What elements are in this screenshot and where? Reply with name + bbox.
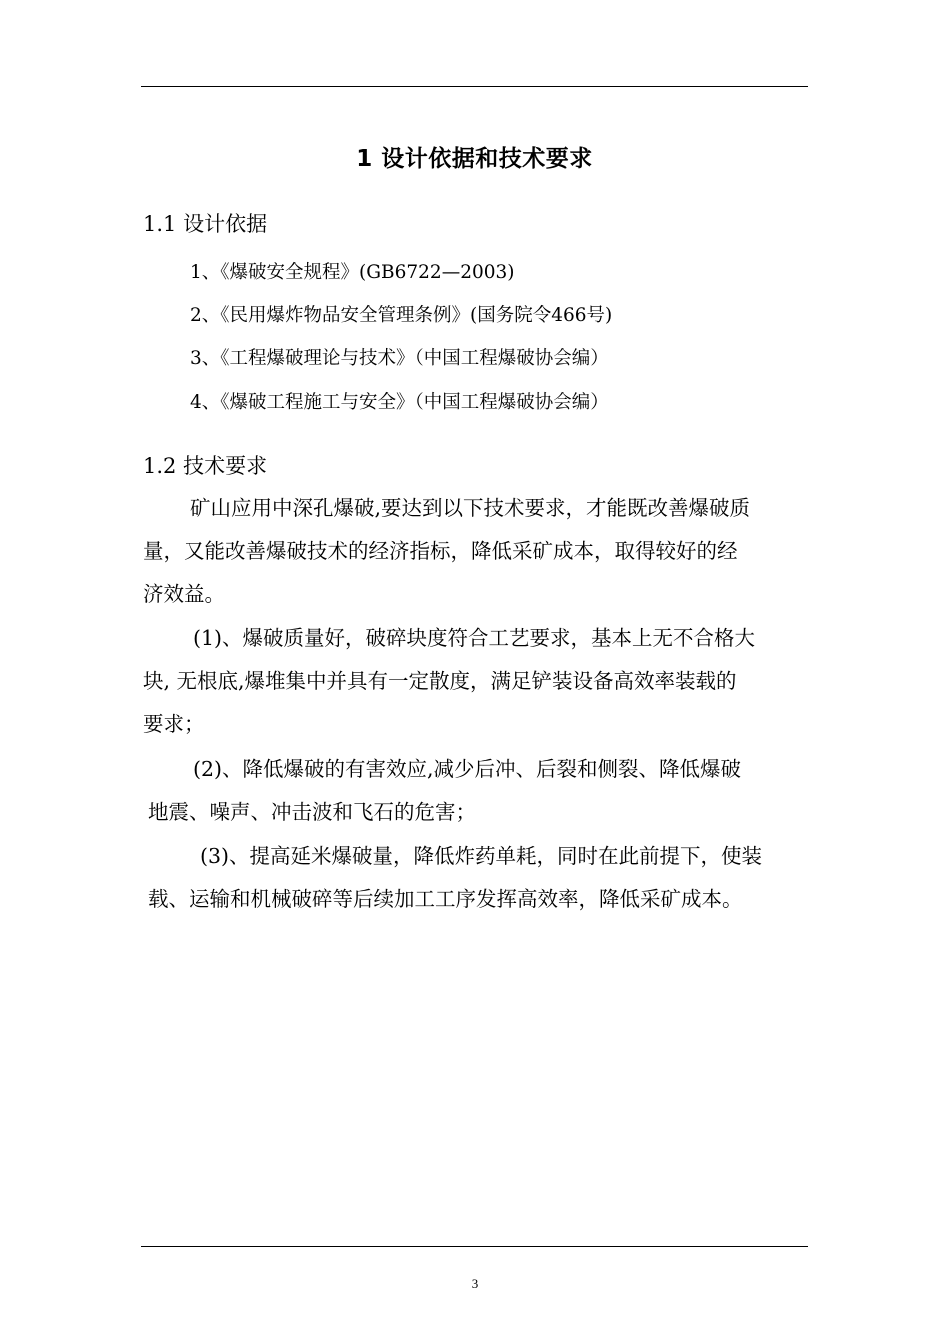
- reference-item: 3、《工程爆破理论与技术》（中国工程爆破协会编）: [190, 348, 609, 369]
- chapter-title: 1 设计依据和技术要求: [356, 146, 593, 172]
- paragraph-line: 块, 无根底,爆堆集中并具有一定散度，满足铲装设备高效率装载的: [143, 669, 737, 693]
- paragraph-line: (1)、爆破质量好，破碎块度符合工艺要求，基本上无不合格大: [193, 626, 756, 650]
- reference-item: 1、《爆破安全规程》(GB6722—2003): [190, 262, 515, 283]
- paragraph-line: 要求；: [143, 712, 205, 736]
- page-number: 3: [471, 1276, 479, 1291]
- requirement-item-1: [143, 617, 808, 746]
- requirement-item-3: [143, 835, 808, 921]
- header-rule: [141, 86, 808, 87]
- paragraph-line: 矿山应用中深孔爆破,要达到以下技术要求，才能既改善爆破质: [190, 496, 751, 520]
- paragraph-line: 济效益。: [143, 582, 225, 606]
- footer-rule: [141, 1246, 808, 1247]
- requirement-item-2: [143, 748, 808, 834]
- section-heading-basis: 1.1 设计依据: [143, 212, 268, 236]
- reference-item: 4、《爆破工程施工与安全》（中国工程爆破协会编）: [190, 392, 609, 413]
- paragraph-line: 量，又能改善爆破技术的经济指标，降低采矿成本，取得较好的经: [143, 539, 738, 563]
- reference-item: 2、《民用爆炸物品安全管理条例》(国务院令466号): [190, 305, 613, 326]
- paragraph-line: 载、运输和机械破碎等后续加工工序发挥高效率，降低采矿成本。: [148, 887, 743, 911]
- section-heading-requirements: 1.2 技术要求: [143, 454, 268, 478]
- paragraph-line: (2)、降低爆破的有害效应,减少后冲、后裂和侧裂、降低爆破: [193, 757, 742, 781]
- paragraph-line: 地震、噪声、冲击波和飞石的危害；: [148, 800, 476, 824]
- paragraph-line: (3)、提高延米爆破量，降低炸药单耗，同时在此前提下，使装: [200, 844, 763, 868]
- intro-paragraph: [143, 487, 808, 616]
